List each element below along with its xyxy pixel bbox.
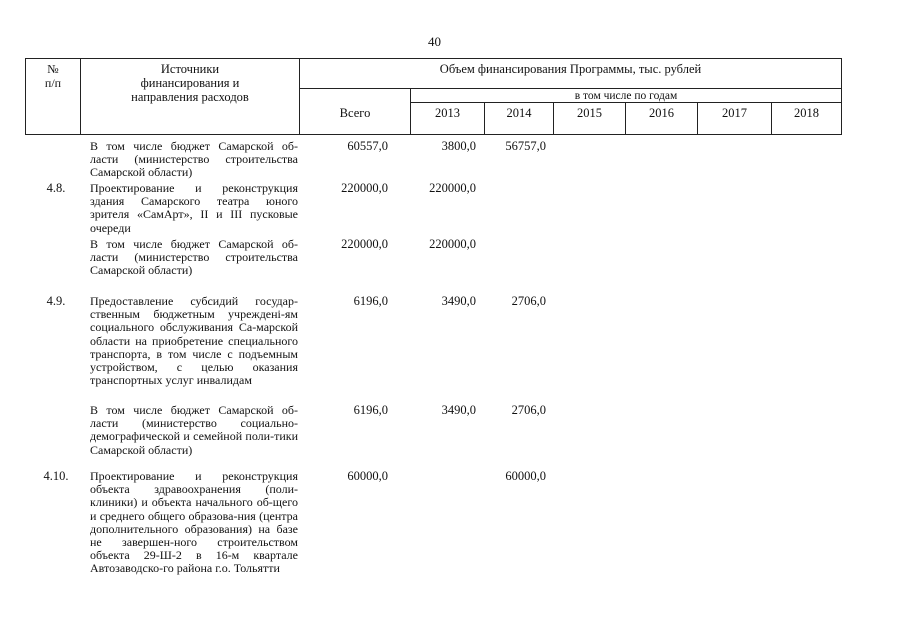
row-value-2014: 2706,0	[511, 294, 546, 308]
row-value-2013: 3490,0	[441, 294, 476, 308]
header-num-label: № п/п	[44, 62, 62, 90]
header-volume-label: Объем финансирования Программы, тыс. рублей	[439, 62, 702, 76]
row-value-2013: 220000,0	[429, 181, 476, 195]
page-number: 40	[428, 34, 441, 49]
header-by-years-label: в том числе по годам	[574, 90, 678, 102]
row-total: 60557,0	[347, 139, 388, 153]
header-year-2015: 2015	[577, 106, 602, 120]
row-value-2014: 60000,0	[505, 469, 546, 483]
header-year-2013: 2013	[435, 106, 460, 120]
row-description: Проектирование и реконструкция здания Самарского театра юного зрителя «СамАрт», II и III пусковые очереди	[90, 181, 298, 235]
row-description: Проектирование и реконструкция объекта здравоохранения (поли-клиники) и объекта начального об-щего и среднего общего образова-ния (центра дополнительного образования) на базе не завершен-ного строительством объекта 29-Ш-2 в 16-м квартале Автозаводско-го района г.о. Тольятти	[90, 469, 298, 576]
row-description: В том числе бюджет Самарской об-ласти (министерство социально-демографической и семейной поли-тики Самарской области)	[90, 403, 298, 457]
row-number: 4.8.	[46, 181, 66, 195]
row-description: Предоставление субсидий государ-ственным бюджетным учрежденi-ям социального обслуживания Са-марской области на приобретение специального транспорта, в том числе с подъемным устройством, с целью оказания транспортных услуг инвалидам	[90, 294, 298, 388]
row-number: 4.9.	[46, 294, 66, 308]
header-top-border	[25, 58, 841, 59]
row-total: 220000,0	[341, 237, 388, 251]
header-year-2018: 2018	[794, 106, 819, 120]
row-description: В том числе бюджет Самарской об-ласти (министерство строительства Самарской области)	[90, 237, 298, 278]
header-year-2014: 2014	[506, 106, 532, 120]
row-value-2013: 220000,0	[429, 237, 476, 251]
header-total-label: Всего	[339, 106, 371, 120]
row-value-2013: 3800,0	[441, 139, 476, 153]
row-value-2013: 3490,0	[441, 403, 476, 417]
header-bottom-border	[25, 134, 841, 135]
row-value-2014: 56757,0	[505, 139, 546, 153]
header-year-2017: 2017	[722, 106, 747, 120]
header-year-2016: 2016	[649, 106, 674, 120]
row-value-2014: 2706,0	[511, 403, 546, 417]
row-total: 220000,0	[341, 181, 388, 195]
header-source-label: Источники финансирования и направления расходов	[131, 62, 249, 104]
row-number: 4.10.	[43, 469, 69, 483]
row-total: 60000,0	[347, 469, 388, 483]
row-total: 6196,0	[353, 294, 388, 308]
row-total: 6196,0	[353, 403, 388, 417]
row-description: В том числе бюджет Самарской об-ласти (министерство строительства Самарской области)	[90, 139, 298, 180]
header-right-border	[841, 58, 842, 135]
